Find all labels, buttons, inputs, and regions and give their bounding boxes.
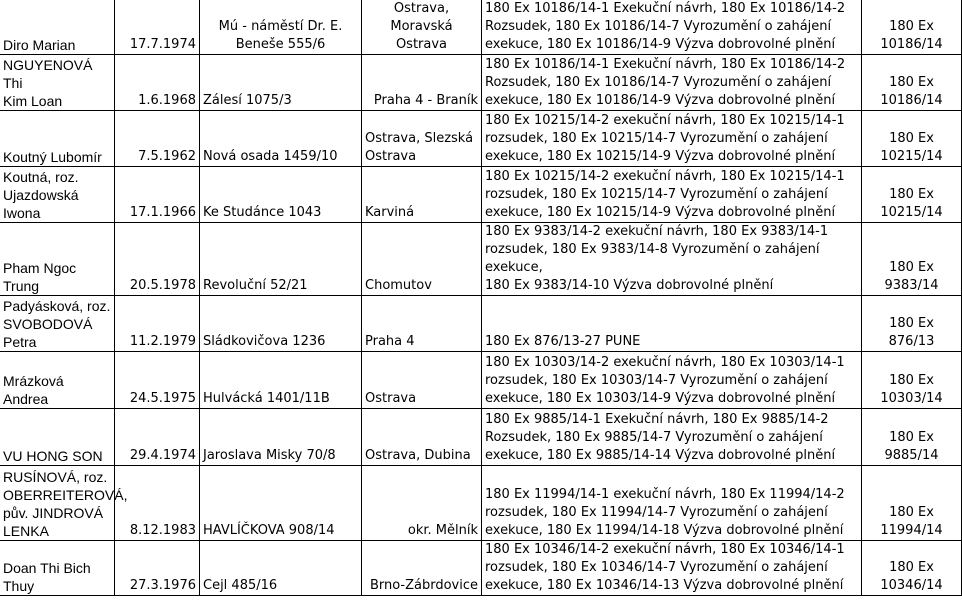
table-row (0, 352, 962, 409)
city: Praha 4 (362, 296, 482, 352)
birth-date: 27.3.1976 (115, 541, 200, 596)
street-address: Jaroslava Misky 70/8 (200, 409, 362, 466)
city: Ostrava, Dubina (362, 409, 482, 466)
proceedings: 180 Ex 9885/14-1 Exekuční návrh, 180 Ex 9885/14-2 Rozsudek, 180 Ex 9885/14-7 Vyrozumění o zahájení exekuce, 180 Ex 9885/14-14 Výzva dobrovolné plnění (482, 409, 862, 466)
birth-date: 17.7.1974 (115, 0, 200, 55)
debtor-name: Pham Ngoc Trung (0, 223, 115, 296)
case-file-number: 180 Ex 876/13 (862, 296, 962, 352)
birth-date: 29.4.1974 (115, 409, 200, 466)
table-row (0, 466, 962, 541)
case-file-number: 180 Ex 10186/14 (862, 0, 962, 55)
proceedings: 180 Ex 9383/14-2 exekuční návrh, 180 Ex 9383/14-1 rozsudek, 180 Ex 9383/14-8 Vyrozumění o zahájení exekuce, 180 Ex 9383/14-10 Výzva dobrovolné plnění (482, 223, 862, 296)
street-address: Zálesí 1075/3 (200, 55, 362, 111)
city: Karviná (362, 167, 482, 223)
table-row (0, 167, 962, 223)
city: Ostrava, Slezská Ostrava (362, 111, 482, 167)
proceedings: 180 Ex 876/13-27 PUNE (482, 296, 862, 352)
city: Brno-Zábrdovice (362, 541, 482, 596)
birth-date: 24.5.1975 (115, 352, 200, 409)
debtor-name: NGUYENOVÁ Thi Kim Loan (0, 55, 115, 111)
debtor-name: Diro Marian (0, 0, 115, 55)
birth-date: 1.6.1968 (115, 55, 200, 111)
case-file-number: 180 Ex 9383/14 (862, 223, 962, 296)
birth-date: 7.5.1962 (115, 111, 200, 167)
street-address: Hulvácká 1401/11B (200, 352, 362, 409)
proceedings: 180 Ex 10186/14-1 Exekuční návrh, 180 Ex 10186/14-2 Rozsudek, 180 Ex 10186/14-7 Vyrozumění o zahájení exekuce, 180 Ex 10186/14-9 Výzva dobrovolné plnění (482, 55, 862, 111)
case-file-number: 180 Ex 10215/14 (862, 167, 962, 223)
debtor-name: VU HONG SON (0, 409, 115, 466)
debtor-name: Padyásková, roz. SVOBODOVÁ Petra (0, 296, 115, 352)
proceedings: 180 Ex 10215/14-2 exekuční návrh, 180 Ex 10215/14-1 rozsudek, 180 Ex 10215/14-7 Vyrozumění o zahájení exekuce, 180 Ex 10215/14-9 Výzva dobrovolné plnění (482, 167, 862, 223)
table-row (0, 296, 962, 352)
city: okr. Mělník (362, 466, 482, 541)
table-row (0, 55, 962, 111)
table-row (0, 0, 962, 55)
city: Ostrava, Moravská Ostrava (362, 0, 482, 55)
proceedings: 180 Ex 11994/14-1 exekuční návrh, 180 Ex 11994/14-2 rozsudek, 180 Ex 11994/14-7 Vyrozumění o zahájení exekuce, 180 Ex 11994/14-18 Výzva dobrovolné plnění (482, 466, 862, 541)
debtor-name: Doan Thi Bich Thuy (0, 541, 115, 596)
debtor-name: Mrázková Andrea (0, 352, 115, 409)
table-row (0, 223, 962, 296)
case-file-number: 180 Ex 10186/14 (862, 55, 962, 111)
debtor-name: Koutný Lubomír (0, 111, 115, 167)
case-file-number: 180 Ex 9885/14 (862, 409, 962, 466)
proceedings: 180 Ex 10303/14-2 exekuční návrh, 180 Ex 10303/14-1 rozsudek, 180 Ex 10303/14-7 Vyrozumění o zahájení exekuce, 180 Ex 10303/14-9 Výzva dobrovolné plnění (482, 352, 862, 409)
table-row (0, 541, 962, 596)
proceedings: 180 Ex 10215/14-2 exekuční návrh, 180 Ex 10215/14-1 rozsudek, 180 Ex 10215/14-7 Vyrozumění o zahájení exekuce, 180 Ex 10215/14-9 Výzva dobrovolné plnění (482, 111, 862, 167)
street-address: Ke Studánce 1043 (200, 167, 362, 223)
birth-date: 11.2.1979 (115, 296, 200, 352)
birth-date: 8.12.1983 (115, 466, 200, 541)
street-address: Nová osada 1459/10 (200, 111, 362, 167)
case-file-number: 180 Ex 10303/14 (862, 352, 962, 409)
city: Praha 4 - Braník (362, 55, 482, 111)
street-address: HAVLÍČKOVA 908/14 (200, 466, 362, 541)
table-row (0, 111, 962, 167)
street-address: Revoluční 52/21 (200, 223, 362, 296)
debtor-name: Koutná, roz. Ujazdowská Iwona (0, 167, 115, 223)
case-file-number: 180 Ex 10346/14 (862, 541, 962, 596)
debtor-name: RUSÍNOVÁ, roz. OBERREITEROVÁ, pův. JINDROVÁ LENKA (0, 466, 115, 541)
street-address: Mú - náměstí Dr. E. Beneše 555/6 (200, 0, 362, 55)
case-file-number: 180 Ex 11994/14 (862, 466, 962, 541)
birth-date: 17.1.1966 (115, 167, 200, 223)
proceedings: 180 Ex 10346/14-2 exekuční návrh, 180 Ex 10346/14-1 rozsudek, 180 Ex 10346/14-7 Vyrozumění o zahájení exekuce, 180 Ex 10346/14-13 Výzva dobrovolné plnění (482, 541, 862, 596)
city: Chomutov (362, 223, 482, 296)
table-row (0, 409, 962, 466)
street-address: Cejl 485/16 (200, 541, 362, 596)
birth-date: 20.5.1978 (115, 223, 200, 296)
proceedings: 180 Ex 10186/14-1 Exekuční návrh, 180 Ex 10186/14-2 Rozsudek, 180 Ex 10186/14-7 Vyrozumění o zahájení exekuce, 180 Ex 10186/14-9 Výzva dobrovolné plnění (482, 0, 862, 55)
case-file-number: 180 Ex 10215/14 (862, 111, 962, 167)
city: Ostrava (362, 352, 482, 409)
street-address: Sládkovičova 1236 (200, 296, 362, 352)
